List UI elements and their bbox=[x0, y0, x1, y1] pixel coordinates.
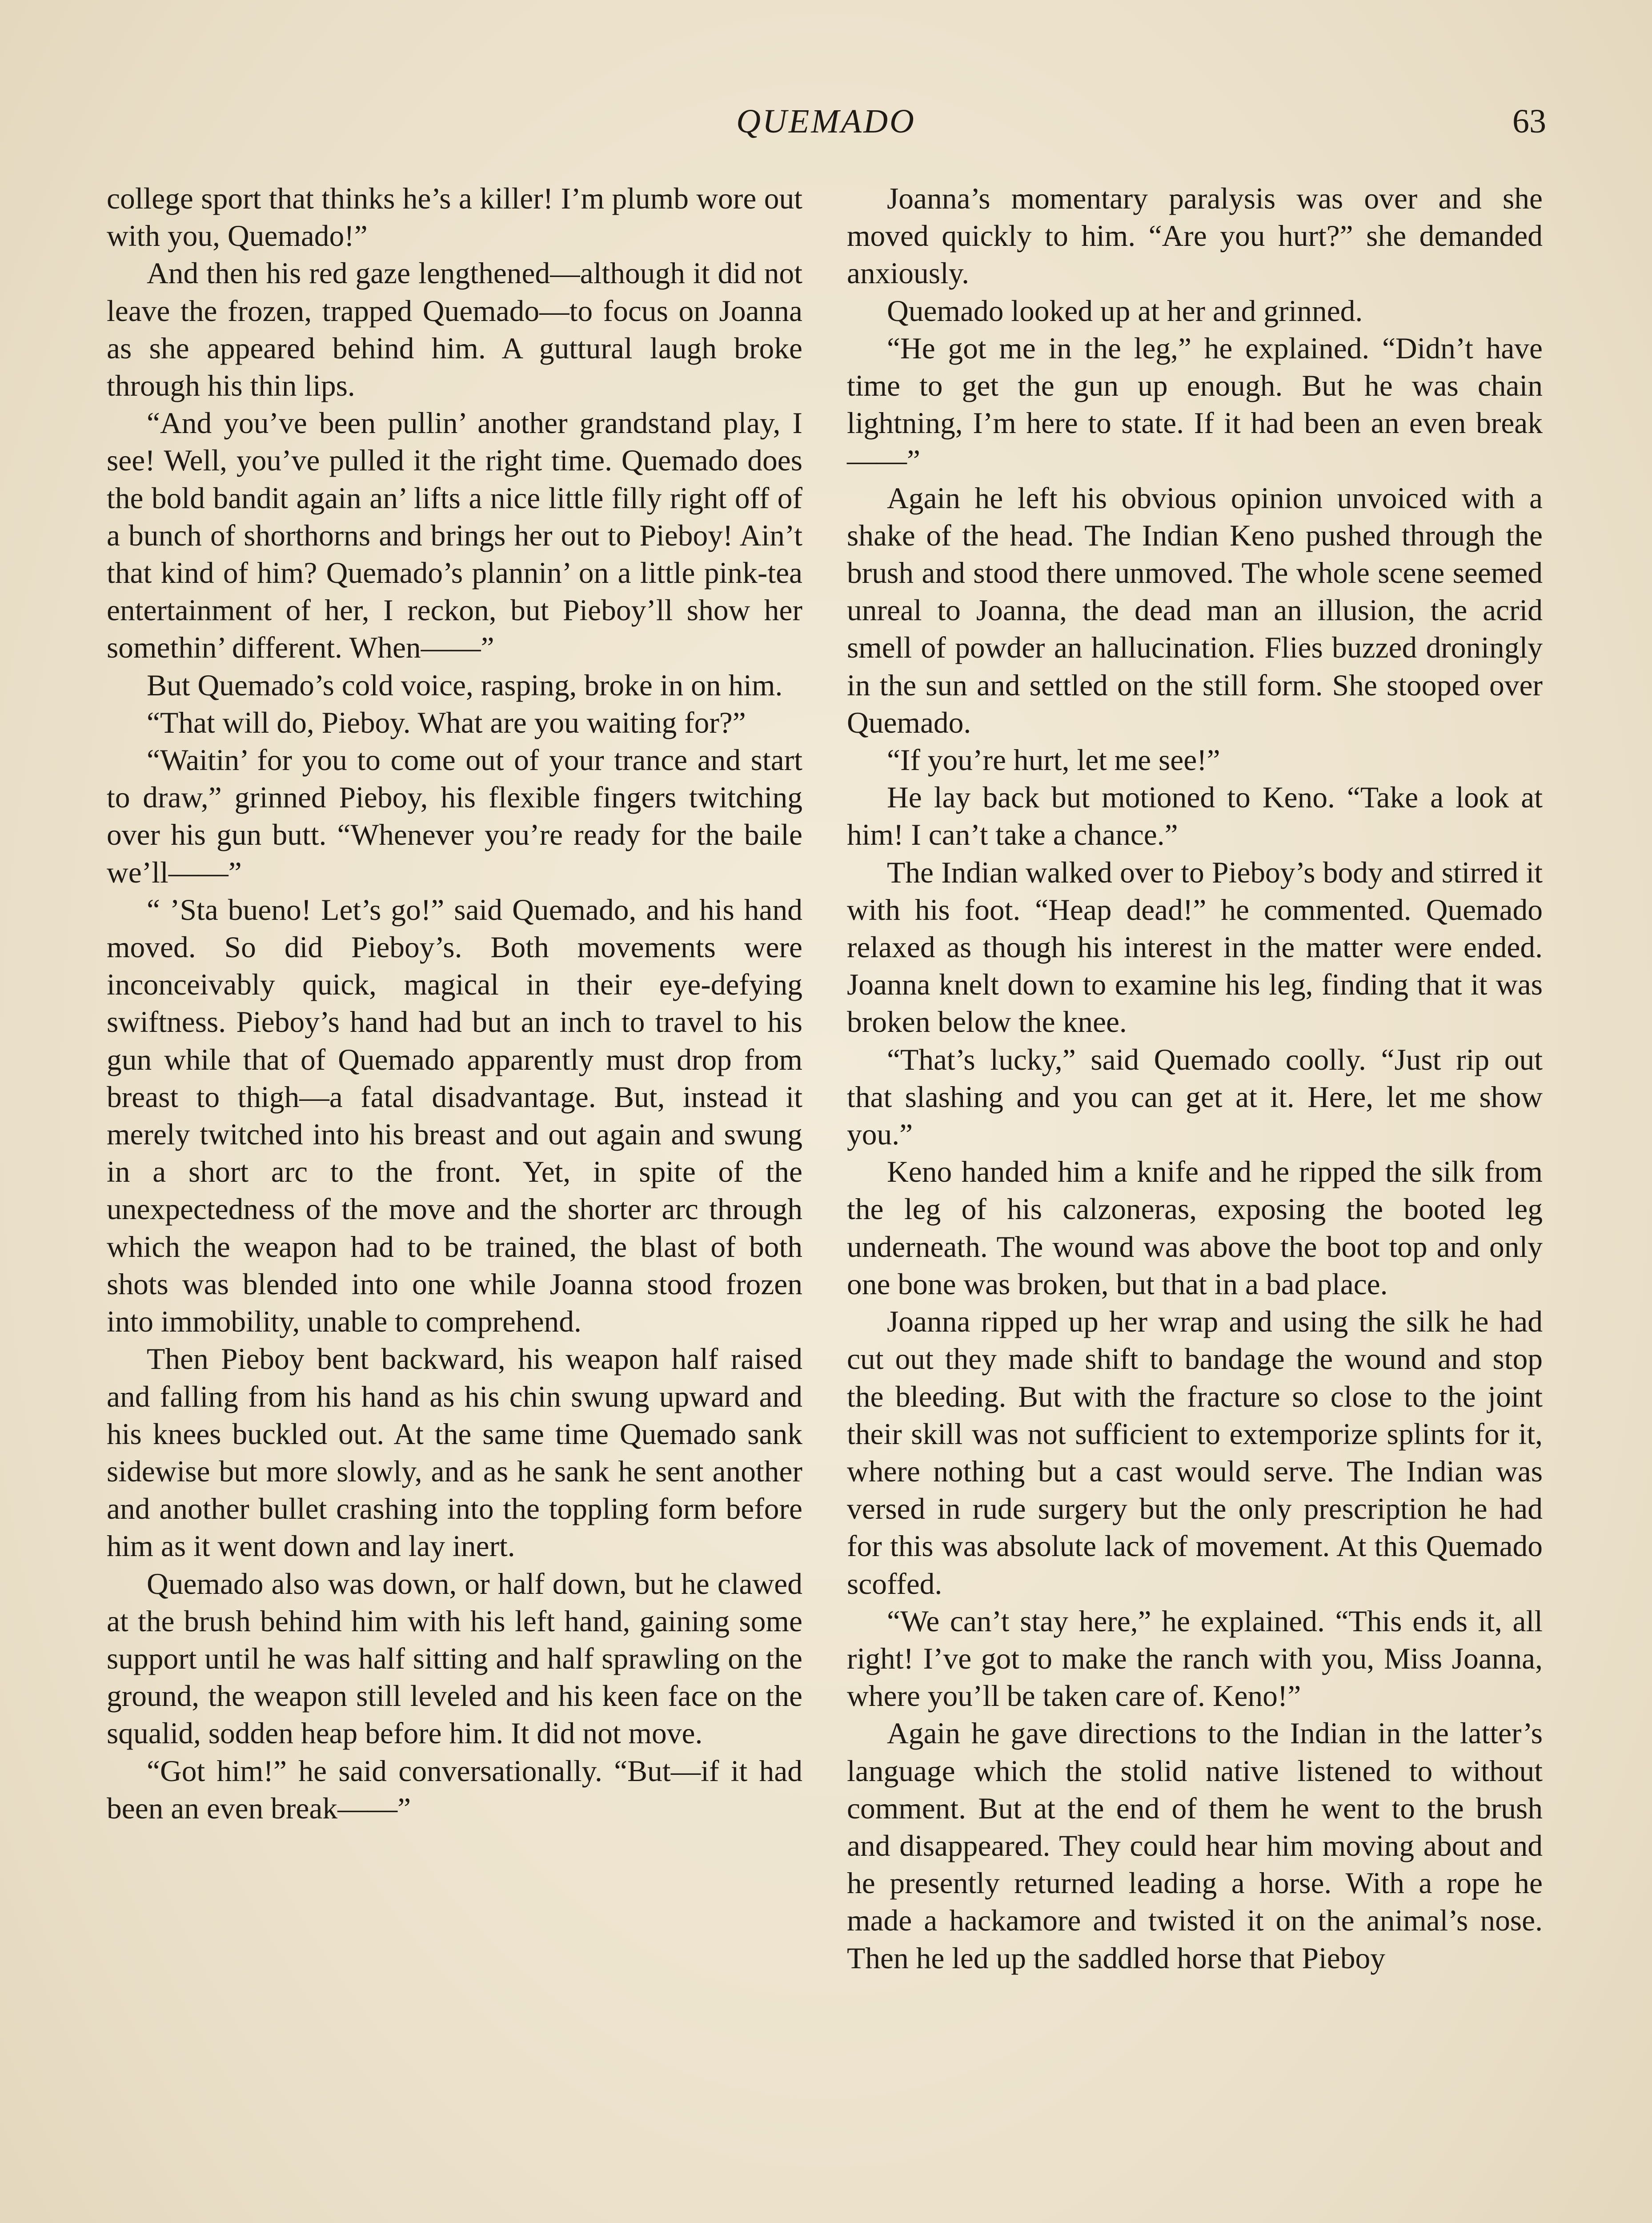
paragraph: “ ’Sta bueno! Let’s go!” said Quemado, and his hand moved. So did Pieboy’s. Both movements were inconceivably quick, magical in their eye-defying swiftness. Pieboy’s hand had but an inch to travel to his gun while that of Quemado apparently must drop from breast to thigh—a fatal disadvantage. But, instead it merely twitched into his breast and out again and swung in a short arc to the front. Yet, in spite of the unexpectedness of the move and the shorter arc through which the weapon had to be trained, the blast of both shots was blended into one while Joanna stood frozen into immobility, unable to comprehend. bbox=[107, 893, 802, 1339]
paragraph: “That’s lucky,” said Quemado coolly. “Just rip out that slashing and you can get at it. Here, let me show you.” bbox=[847, 1043, 1543, 1152]
paragraph: college sport that thinks he’s a killer! I’m plumb wore out with you, Quemado!” bbox=[107, 182, 802, 253]
right-column bbox=[847, 180, 1543, 1977]
paragraph: “Got him!” he said conversationally. “But—if it had been an even break——” bbox=[107, 1754, 802, 1825]
paragraph: Again he left his obvious opinion unvoiced with a shake of the head. The Indian Keno pushed through the brush and stood there unmoved. The whole scene seemed unreal to Joanna, the dead man an illusion, the acrid smell of powder an hallucination. Flies buzzed droningly in the sun and settled on the still form. She stooped over Quemado. bbox=[847, 481, 1543, 739]
paragraph: “He got me in the leg,” he explained. “Didn’t have time to get the gun up enough. But he was chain lightning, I’m here to state. If it had been an even break——” bbox=[847, 331, 1543, 478]
paragraph: The Indian walked over to Pieboy’s body and stirred it with his foot. “Heap dead!” he commented. Quemado relaxed as though his interest in the matter were ended. Joanna knelt down to examine his leg, finding that it was broken below the knee. bbox=[847, 855, 1543, 1039]
paragraph: “And you’ve been pullin’ another grandstand play, I see! Well, you’ve pulled it the right time. Quemado does the bold bandit again an’ lifts a nice little filly right off of a bunch of shorthorns and brings her out to Pieboy! Ain’t that kind of him? Quemado’s plannin’ on a little pink-tea entertainment of her, I reckon, but Pieboy’ll show her somethin’ different. When——” bbox=[107, 406, 802, 665]
paragraph: Quemado looked up at her and grinned. bbox=[887, 294, 1363, 328]
paragraph: Joanna ripped up her wrap and using the silk he had cut out they made shift to bandage the wound and stop the bleeding. But with the fracture so close to the joint their skill was not sufficient to extemporize splints for it, where nothing but a cast would serve. The Indian was versed in rude surgery but the only prescription he had for this was absolute lack of movement. At this Quemado scoffed. bbox=[847, 1305, 1543, 1601]
left-column bbox=[107, 180, 802, 1827]
paragraph: Joanna’s momentary paralysis was over and she moved quickly to him. “Are you hurt?” she demanded anxiously. bbox=[847, 182, 1543, 290]
paragraph: Then Pieboy bent backward, his weapon half raised and falling from his hand as his chin swung upward and his knees buckled out. At the same time Quemado sank sidewise but more slowly, and as he sank he sent another and another bullet crashing into the toppling form before him as it went down and lay inert. bbox=[107, 1342, 802, 1563]
running-head: QUEMADO bbox=[736, 103, 916, 140]
paragraph: And then his red gaze lengthened—although it did not leave the frozen, trapped Quemado—to focus on Joanna as she appeared behind him. A guttural laugh broke through his thin lips. bbox=[107, 257, 802, 403]
page-number: 63 bbox=[1512, 103, 1546, 140]
paragraph: Again he gave directions to the Indian in the latter’s language which the stolid native listened to without comment. But at the end of them he went to the brush and disappeared. They could hear him moving about and he presently returned leading a horse. With a rope he made a hackamore and twisted it on the animal’s nose. Then he led up the saddled horse that Pieboy bbox=[847, 1717, 1543, 1975]
paragraph: He lay back but motioned to Keno. “Take a look at him! I can’t take a chance.” bbox=[847, 781, 1543, 852]
paragraph: “We can’t stay here,” he explained. “This ends it, all right! I’ve got to make the ranch with you, Miss Joanna, where you’ll be taken care of. Keno!” bbox=[847, 1604, 1543, 1713]
paragraph: But Quemado’s cold voice, rasping, broke in on him. bbox=[147, 668, 783, 702]
page-header bbox=[0, 102, 1652, 156]
paragraph: Keno handed him a knife and he ripped the silk from the leg of his calzoneras, exposing the booted leg underneath. The wound was above the boot top and only one bone was broken, but that in a bad place. bbox=[847, 1155, 1543, 1301]
paragraph: Quemado also was down, or half down, but he clawed at the brush behind him with his left hand, gaining some support until he was half sitting and half sprawling on the ground, the weapon still leveled and his keen face on the squalid, sodden heap before him. It did not move. bbox=[107, 1567, 802, 1750]
paragraph: “That will do, Pieboy. What are you waiting for?” bbox=[147, 706, 746, 739]
paragraph: “If you’re hurt, let me see!” bbox=[887, 743, 1220, 777]
paragraph: “Waitin’ for you to come out of your trance and start to draw,” grinned Pieboy, his flexible fingers twitching over his gun butt. “Whenever you’re ready for the baile we’ll——” bbox=[107, 743, 802, 889]
